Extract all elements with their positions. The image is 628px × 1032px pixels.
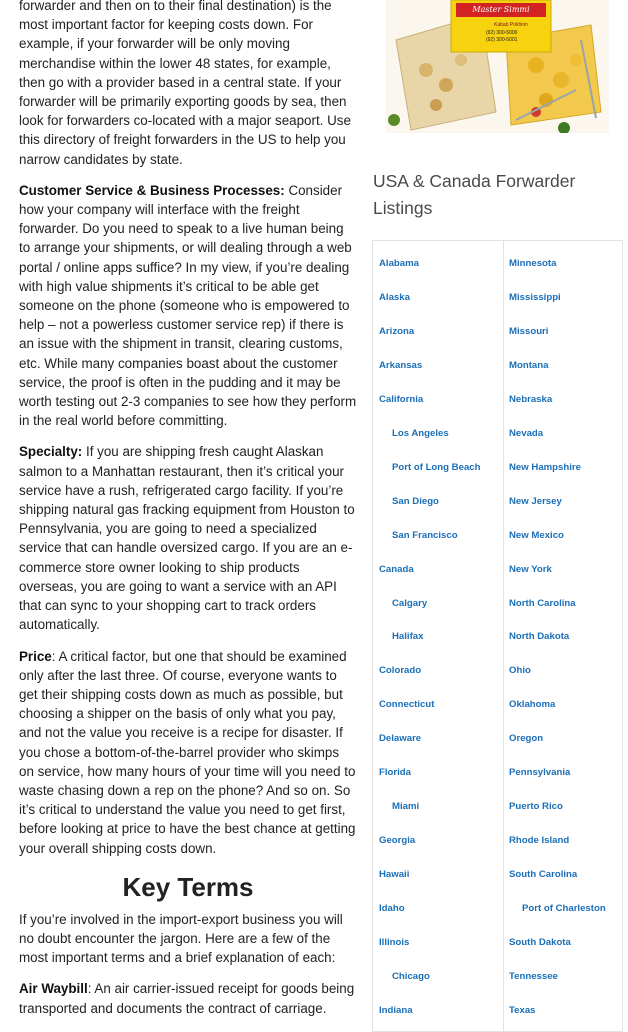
state-link-pennsylvania[interactable]: Pennsylvania: [509, 767, 571, 779]
promo-label-brand: Master Simmi: [472, 5, 530, 14]
state-link-puerto-rico[interactable]: Puerto Rico: [509, 801, 563, 813]
state-link-new-hampshire[interactable]: New Hampshire: [509, 461, 581, 473]
paragraph-location-text: forwarder and then on to their final destination) is the most important factor for keeping costs down. For example, if your forwarder will be only moving merchandise within the lower 48 states, for example, then go with a provider based in a central state. If your forwarder will be primarily exporting goods by sea, then look for forwarders co-located with a major seaport. Use this directory of freight forwarders in the US to help you narrow candidates by state.: [19, 0, 351, 167]
state-link-oklahoma[interactable]: Oklahoma: [509, 699, 556, 711]
state-link-texas[interactable]: Texas: [509, 1004, 536, 1016]
paragraph-customer-service: [19, 181, 357, 431]
state-link-nebraska[interactable]: Nebraska: [509, 393, 553, 405]
state-link-san-francisco[interactable]: San Francisco: [392, 529, 458, 541]
paragraph-price: [19, 647, 357, 858]
state-link-minnesota[interactable]: Minnesota: [509, 258, 557, 269]
state-link-delaware[interactable]: Delaware: [379, 733, 422, 745]
price-text: : A critical factor, but one that should be examined only after the last three. Of course, everyone wants to get their shipping costs down as much as possible, but choosing a shipper on the basis of only what you pay, and not the value you receive is a recipe for disaster. If you chose a bottom-of-the-barrel provider who skimps on service, how many hours of your time will you need to waste chasing down a rep on the phone? And so on. So it’s critical to understand the value you need to get first, before looking at price to have the best chance at getting your overall shipping costs down.: [19, 648, 356, 856]
state-link-connecticut[interactable]: Connecticut: [379, 699, 435, 711]
specialty-label: Specialty:: [19, 444, 83, 460]
state-link-ohio[interactable]: Ohio: [509, 665, 531, 677]
customer-service-label: Customer Service & Business Processes:: [19, 182, 285, 198]
promo-label-phone1: (92) 300-5000: [486, 30, 518, 36]
state-link-tennessee[interactable]: Tennessee: [509, 970, 558, 982]
promo-label-phone2: (92) 300-5001: [486, 37, 518, 43]
state-link-halifax[interactable]: Halifax: [392, 631, 424, 643]
specialty-text: If you are shipping fresh caught Alaskan salmon to a Manhattan restaurant, then it’s critical your service have a rush, refrigerated cargo facility. If you’re shipping natural gas fracking equipment from Houston to Pennsylvania, you are going to need a specialized service that can handle oversized cargo. If you are an e-commerce store owner looking to ship products overseas, you are going to want a service with an API that can sync to your shopping cart to track orders automatically.: [19, 444, 355, 633]
state-link-nevada[interactable]: Nevada: [509, 427, 544, 439]
state-link-oregon[interactable]: Oregon: [509, 733, 544, 745]
state-link-california[interactable]: California: [379, 393, 424, 405]
state-link-new-mexico[interactable]: New Mexico: [509, 529, 564, 541]
state-link-florida[interactable]: Florida: [379, 767, 411, 779]
state-link-idaho[interactable]: Idaho: [379, 903, 405, 915]
key-terms-heading: Key Terms: [122, 871, 254, 902]
state-link-indiana[interactable]: Indiana: [379, 1004, 413, 1016]
state-link-calgary[interactable]: Calgary: [392, 597, 428, 609]
state-link-illinois[interactable]: Illinois: [379, 937, 410, 948]
state-link-new-jersey[interactable]: New Jersey: [509, 495, 562, 507]
column-divider: [503, 241, 504, 1031]
paragraph-location: [19, 0, 357, 169]
customer-service-text: Consider how your company will interface with the freight forwarder. Do you need to speak to a live human being to arrange your shipments, or will dealing through a web portal / online apps suffice? In my view, if you’re dealing with high value shipments it’s critical to be able get someone on the phone (someone who is empowered to help – not a powerless customer service rep) if there is an issue with the shipment in transit, clearing customs, etc. While many companies boast about the customer service, the proof is often in the pudding and it may be worth testing out 2-3 companies to see how they perform in the real world before committing.: [19, 182, 357, 429]
paragraph-specialty: [19, 442, 357, 634]
forwarder-listings-table: [372, 240, 623, 1032]
state-link-rhode-island[interactable]: Rhode Island: [509, 835, 570, 847]
state-link-south-dakota[interactable]: South Dakota: [509, 937, 571, 948]
state-link-port-of-charleston[interactable]: Port of Charleston: [522, 903, 606, 915]
state-link-hawaii[interactable]: Hawaii: [379, 869, 410, 881]
state-link-north-dakota[interactable]: North Dakota: [509, 631, 570, 643]
state-link-colorado[interactable]: Colorado: [379, 665, 422, 677]
state-link-missouri[interactable]: Missouri: [509, 325, 549, 337]
state-link-arizona[interactable]: Arizona: [379, 325, 415, 337]
state-link-montana[interactable]: Montana: [509, 359, 549, 371]
state-link-port-of-long-beach[interactable]: Port of Long Beach: [392, 461, 481, 473]
state-link-arkansas[interactable]: Arkansas: [379, 359, 423, 371]
state-link-alabama[interactable]: Alabama: [379, 258, 419, 269]
paragraph-air-waybill: [19, 979, 357, 1017]
state-link-los-angeles[interactable]: Los Angeles: [392, 427, 449, 439]
state-link-san-diego[interactable]: San Diego: [392, 495, 439, 507]
state-link-new-york[interactable]: New York: [509, 563, 552, 575]
article-body: [19, 0, 357, 1030]
state-link-chicago[interactable]: Chicago: [392, 970, 430, 982]
state-link-miami[interactable]: Miami: [392, 801, 420, 813]
state-link-north-carolina[interactable]: North Carolina: [509, 597, 576, 609]
food-tray-illustration: [386, 0, 609, 133]
state-link-mississippi[interactable]: Mississippi: [509, 291, 561, 303]
state-link-alaska[interactable]: Alaska: [379, 291, 410, 303]
air-waybill-label: Air Waybill: [19, 981, 88, 997]
state-link-georgia[interactable]: Georgia: [379, 835, 416, 847]
state-link-canada[interactable]: Canada: [379, 563, 414, 575]
air-waybill-text: : An air carrier-issued receipt for goods being transported and documents the contract of carriage.: [19, 981, 355, 1016]
state-link-south-carolina[interactable]: South Carolina: [509, 869, 578, 881]
promo-image[interactable]: [386, 0, 609, 133]
listings-widget-title: USA & Canada Forwarder Listings: [373, 171, 576, 218]
price-label: Price: [19, 648, 52, 664]
promo-label-line2: Kabab Pokhion: [494, 22, 528, 28]
key-terms-intro: If you’re involved in the import-export business you will no doubt encounter the jargon. Here are a few of the most important terms and a brief explanation of each:: [19, 911, 343, 966]
